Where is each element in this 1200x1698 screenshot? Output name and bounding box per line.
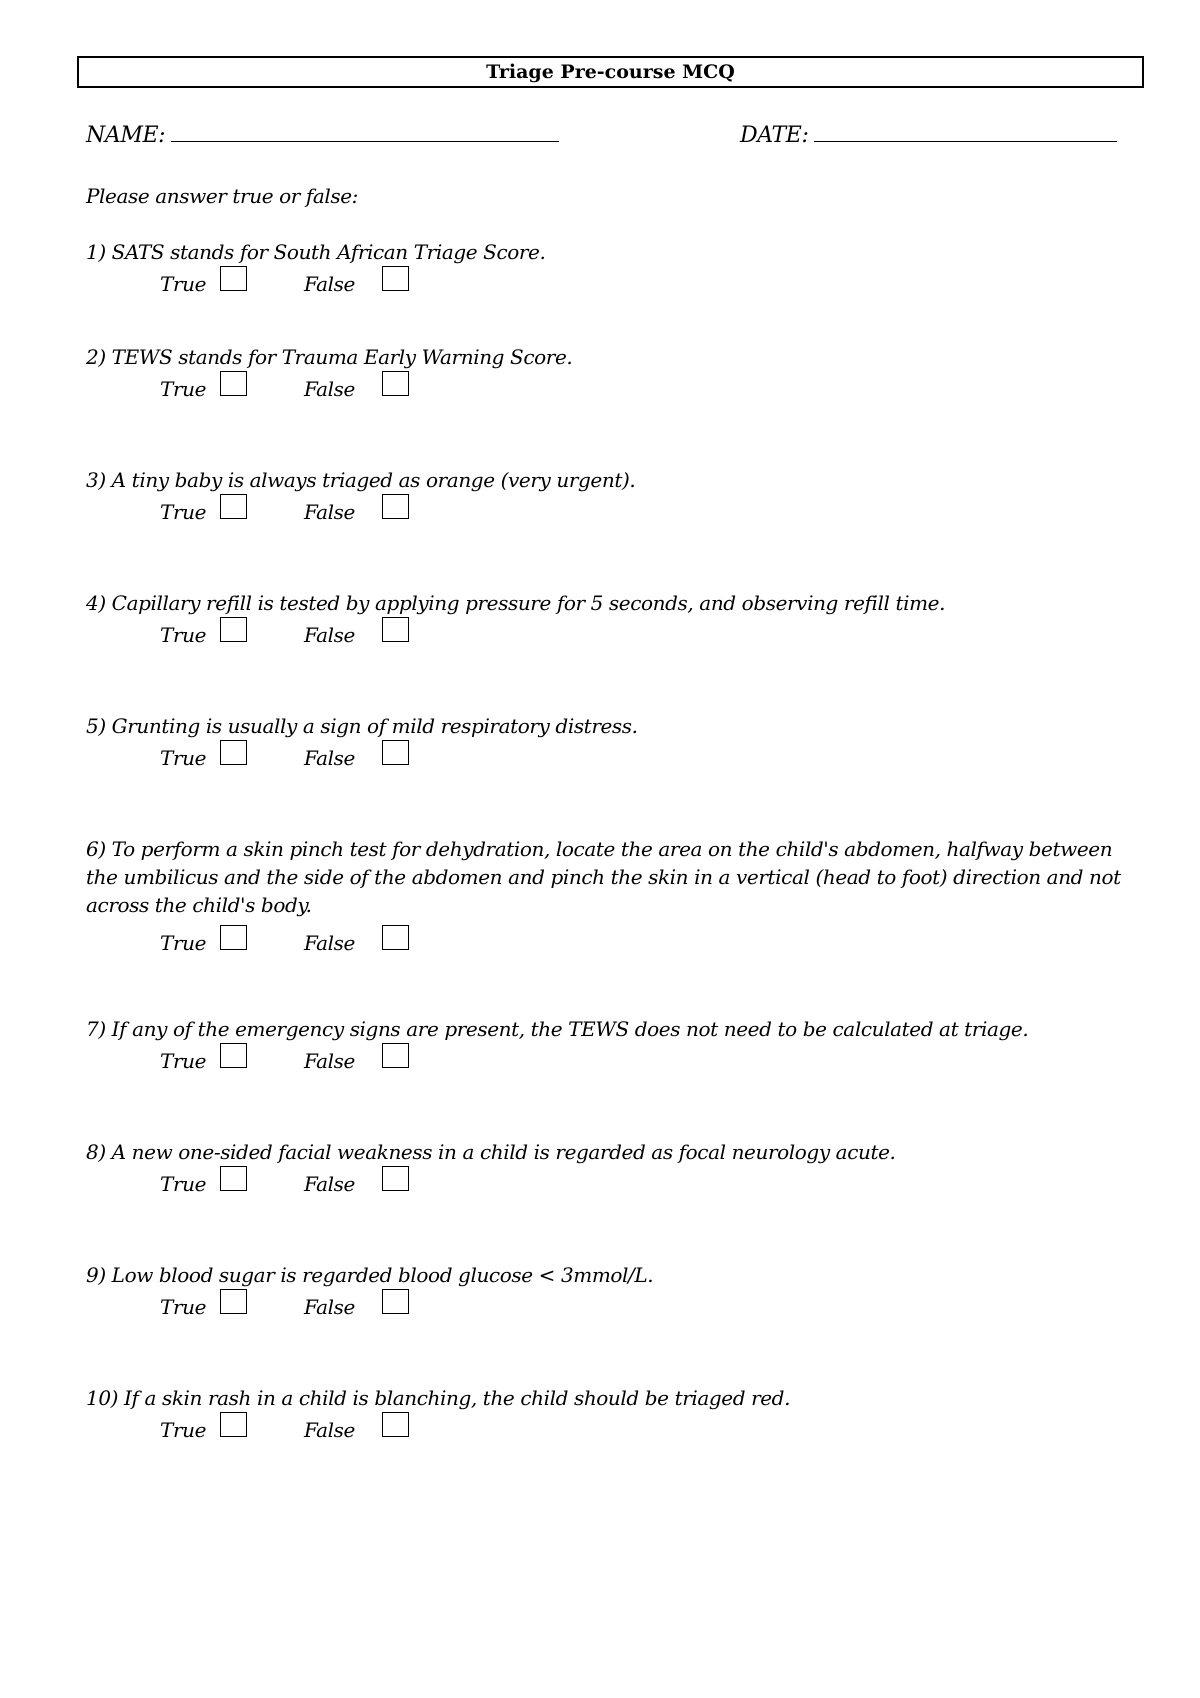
false-label: False <box>304 377 355 401</box>
answer-options <box>86 623 1126 657</box>
question-text: 10) If a skin rash in a child is blanching, the child should be triaged red. <box>86 1386 791 1410</box>
question-2 <box>86 343 1126 411</box>
name-field[interactable] <box>86 123 559 148</box>
true-label: True <box>160 377 207 401</box>
name-label: NAME: <box>86 123 166 148</box>
false-label: False <box>304 1418 355 1442</box>
false-checkbox[interactable] <box>382 371 409 396</box>
true-label: True <box>160 500 207 524</box>
question-text: 5) Grunting is usually a sign of mild respiratory distress. <box>86 714 638 738</box>
date-field[interactable] <box>740 123 1117 148</box>
false-checkbox[interactable] <box>382 266 409 291</box>
false-label: False <box>304 1172 355 1196</box>
false-checkbox[interactable] <box>382 1289 409 1314</box>
true-label: True <box>160 1295 207 1319</box>
false-label: False <box>304 272 355 296</box>
true-checkbox[interactable] <box>220 1166 247 1191</box>
true-label: True <box>160 1049 207 1073</box>
true-checkbox[interactable] <box>220 266 247 291</box>
question-4 <box>86 589 1126 657</box>
false-checkbox[interactable] <box>382 740 409 765</box>
question-3 <box>86 466 1126 534</box>
date-input-line[interactable] <box>814 140 1117 142</box>
false-checkbox[interactable] <box>382 1166 409 1191</box>
true-checkbox[interactable] <box>220 1412 247 1437</box>
document-title: Triage Pre-course MCQ <box>77 56 1144 88</box>
false-label: False <box>304 1049 355 1073</box>
true-label: True <box>160 931 207 955</box>
answer-options <box>86 272 1126 306</box>
date-label: DATE: <box>740 123 809 148</box>
true-checkbox[interactable] <box>220 494 247 519</box>
question-5 <box>86 712 1126 780</box>
question-text: 7) If any of the emergency signs are present, the TEWS does not need to be calculated at triage. <box>86 1017 1029 1041</box>
false-checkbox[interactable] <box>382 1412 409 1437</box>
false-label: False <box>304 500 355 524</box>
answer-options <box>86 746 1126 780</box>
false-checkbox[interactable] <box>382 617 409 642</box>
false-label: False <box>304 931 355 955</box>
false-label: False <box>304 746 355 770</box>
true-checkbox[interactable] <box>220 740 247 765</box>
answer-options <box>86 500 1126 534</box>
question-9 <box>86 1261 1126 1329</box>
answer-options <box>86 931 1126 965</box>
answer-options <box>86 1295 1126 1329</box>
question-text: 9) Low blood sugar is regarded blood glucose < 3mmol/L. <box>86 1263 654 1287</box>
name-input-line[interactable] <box>171 140 559 142</box>
question-text: 2) TEWS stands for Trauma Early Warning Score. <box>86 345 573 369</box>
false-label: False <box>304 1295 355 1319</box>
answer-options <box>86 377 1126 411</box>
false-checkbox[interactable] <box>382 494 409 519</box>
question-10 <box>86 1384 1126 1452</box>
false-checkbox[interactable] <box>382 925 409 950</box>
true-label: True <box>160 1172 207 1196</box>
instruction-text: Please answer true or false: <box>86 184 359 208</box>
true-checkbox[interactable] <box>220 371 247 396</box>
answer-options <box>86 1172 1126 1206</box>
true-checkbox[interactable] <box>220 617 247 642</box>
question-text: 4) Capillary refill is tested by applying pressure for 5 seconds, and observing refill time. <box>86 591 946 615</box>
question-1 <box>86 238 1126 306</box>
true-label: True <box>160 746 207 770</box>
answer-options <box>86 1418 1126 1452</box>
true-label: True <box>160 623 207 647</box>
true-label: True <box>160 272 207 296</box>
false-checkbox[interactable] <box>382 1043 409 1068</box>
question-6 <box>86 835 1126 965</box>
true-checkbox[interactable] <box>220 1043 247 1068</box>
false-label: False <box>304 623 355 647</box>
true-checkbox[interactable] <box>220 1289 247 1314</box>
question-7 <box>86 1015 1126 1083</box>
answer-options <box>86 1049 1126 1083</box>
true-label: True <box>160 1418 207 1442</box>
question-text: 8) A new one-sided facial weakness in a child is regarded as focal neurology acute. <box>86 1140 896 1164</box>
question-text: 1) SATS stands for South African Triage Score. <box>86 240 546 264</box>
question-text: 6) To perform a skin pinch test for dehydration, locate the area on the child's abdomen, halfway between the umbilicus and the side of the abdomen and pinch the skin in a vertical (head to foot) direction and not across the child's body. <box>86 837 1121 917</box>
question-text: 3) A tiny baby is always triaged as orange (very urgent). <box>86 468 636 492</box>
question-8 <box>86 1138 1126 1206</box>
true-checkbox[interactable] <box>220 925 247 950</box>
